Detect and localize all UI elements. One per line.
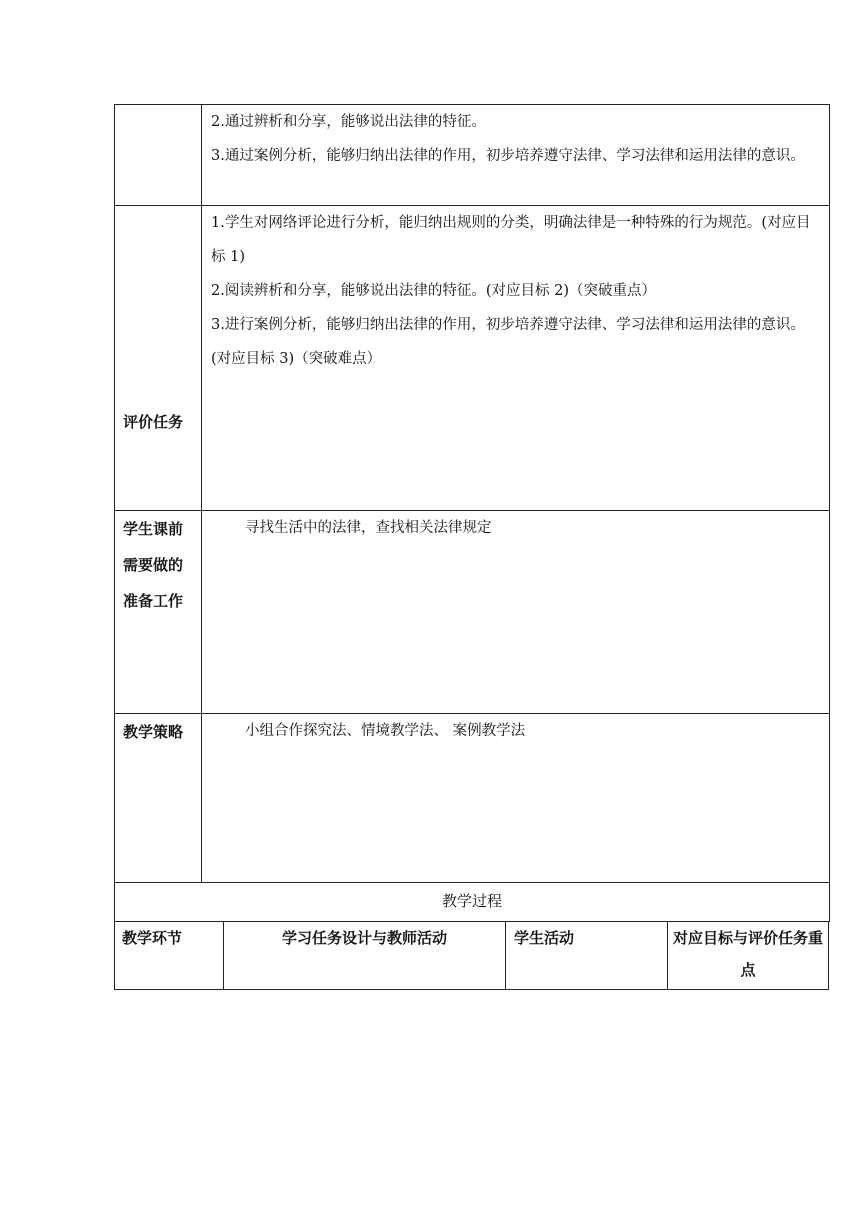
preparation-label-text: 学生课前需要做的准备工作 <box>123 520 184 610</box>
strategy-label <box>115 714 202 883</box>
objectives-content-cell <box>202 105 830 206</box>
process-header-row <box>115 922 829 990</box>
strategy-label-text: 教学策略 <box>123 723 184 741</box>
strategy-row <box>115 714 830 883</box>
header-target-evaluation: 对应目标与评价任务重点 <box>668 922 829 990</box>
preparation-content-cell <box>202 511 830 714</box>
evaluation-label-text: 评价任务 <box>123 413 184 431</box>
process-title-row <box>115 883 830 922</box>
preparation-label <box>115 511 202 714</box>
preparation-row <box>115 511 830 714</box>
evaluation-line-3: 3.进行案例分析，能够归纳出法律的作用，初步培养遵守法律、学习法律和运用法律的意识。(对应目标 3)（突破难点） <box>211 317 805 367</box>
header-task-design: 学习任务设计与教师活动 <box>224 922 506 990</box>
process-title: 教学过程 <box>115 883 830 922</box>
objective-line-2: 2.通过辨析和分享，能够说出法律的特征。 <box>211 114 486 130</box>
evaluation-line-1: 1.学生对网络评论进行分析，能归纳出规则的分类，明确法律是一种特殊的行为规范。(对应目标 1) <box>211 215 811 265</box>
objectives-row <box>115 105 830 206</box>
objectives-label-cell <box>115 105 202 206</box>
evaluation-row <box>115 206 830 511</box>
header-teaching-stage: 教学环节 <box>115 922 224 990</box>
evaluation-label <box>115 206 202 511</box>
preparation-text: 寻找生活中的法律，查找相关法律规定 <box>245 520 492 536</box>
strategy-content-cell <box>202 714 830 883</box>
strategy-text: 小组合作探究法、情境教学法、 案例教学法 <box>245 723 526 739</box>
process-header-table <box>114 921 829 990</box>
header-student-activity: 学生活动 <box>506 922 668 990</box>
lesson-plan-table <box>114 104 830 922</box>
evaluation-content-cell <box>202 206 830 511</box>
objective-line-3: 3.通过案例分析，能够归纳出法律的作用，初步培养遵守法律、学习法律和运用法律的意识。 <box>211 148 805 164</box>
evaluation-line-2: 2.阅读辨析和分享，能够说出法律的特征。(对应目标 2)（突破重点） <box>211 283 656 299</box>
